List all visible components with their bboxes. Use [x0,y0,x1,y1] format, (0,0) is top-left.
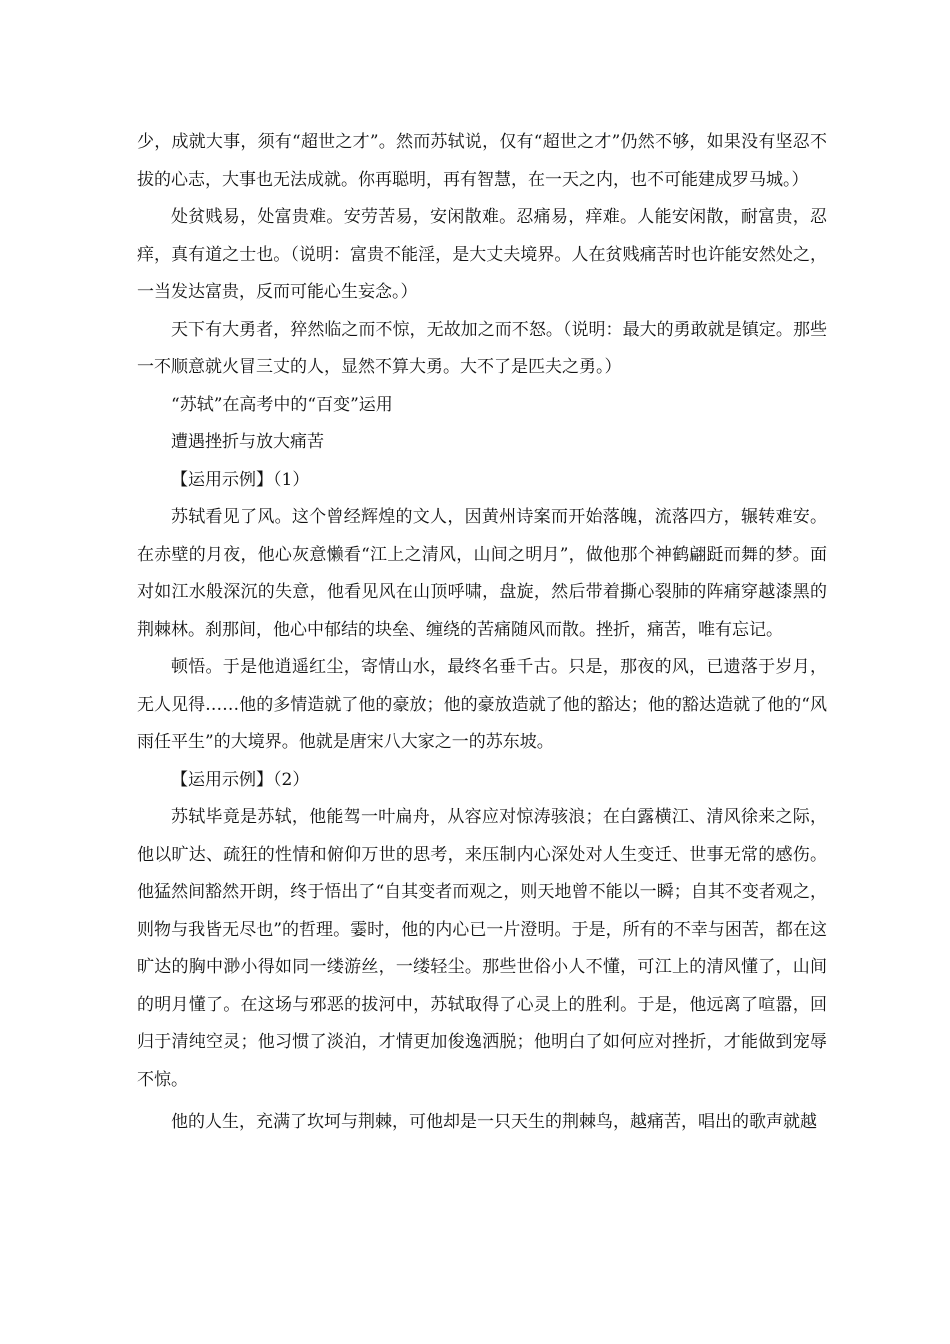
document-body [137,124,827,1142]
closing-paragraph: 他的人生，充满了坎坷与荆棘，可他却是一只天生的荆棘鸟，越痛苦，唱出的歌声就越 [171,1112,817,1132]
subsection-heading: 遭遇挫折与放大痛苦 [171,432,324,452]
example-2-paragraph: 苏轼毕竟是苏轼，他能驾一叶扁舟，从容应对惊涛骇浪；在白露横江、清风徐来之际，他以旷达、疏狂的性情和俯仰万世的思考，来压制内心深处对人生变迁、世事无常的感伤。他猛然间豁然开朗，终于悟出了“自其变者而观之，则天地曾不能以一瞬；自其不变者观之，则物与我皆无尽也”的哲理。霎时，他的内心已一片澄明。于是，所有的不幸与困苦，都在这旷达的胸中渺小得如同一缕游丝，一缕轻尘。那些世俗小人不懂，可江上的清风懂了，山间的明月懂了。在这场与邪恶的拔河中，苏轼取得了心灵上的胜利。于是，他远离了喧嚣，回归于清纯空灵；他习惯了淡泊，才情更加俊逸洒脱；他明白了如何应对挫折，才能做到宠辱不惊。 [137,807,827,1090]
paragraph-continuation: 少，成就大事，须有“超世之才”。然而苏轼说，仅有“超世之才”仍然不够，如果没有坚忍不拔的心志，大事也无法成就。你再聪明，再有智慧，在一天之内，也不可能建成罗马城。） [137,132,827,190]
section-heading: “苏轼”在高考中的“百变”运用 [171,394,393,415]
paragraph-quote-great-courage: 天下有大勇者，猝然临之而不惊，无故加之而不怒。（说明：最大的勇敢就是镇定。那些一不顺意就火冒三丈的人，显然不算大勇。大不了是匹夫之勇。） [137,319,827,377]
example-label-1: 【运用示例】（1） [171,469,310,490]
example-label-2: 【运用示例】（2） [171,769,310,790]
example-1-paragraph: 苏轼看见了风。这个曾经辉煌的文人，因黄州诗案而开始落魄，流落四方，辗转难安。在赤壁的月夜，他心灰意懒看“江上之清风，山间之明月”，做他那个神鹤翩跹而舞的梦。面对如江水般深沉的失意，他看见风在山顶呼啸，盘旋，然后带着撕心裂肺的阵痛穿越漆黑的荆棘林。刹那间，他心中郁结的块垒、缠绕的苦痛随风而散。挫折，痛苦，唯有忘记。 [137,507,827,640]
example-1-paragraph-continued: 顿悟。于是他逍遥红尘，寄情山水，最终名垂千古。只是，那夜的风，已遗落于岁月，无人见得……他的多情造就了他的豪放；他的豪放造就了他的豁达；他的豁达造就了他的“风雨任平生”的大境界。他就是唐宋八大家之一的苏东坡。 [137,657,827,752]
paragraph-quote-poverty-wealth: 处贫贱易，处富贵难。安劳苦易，安闲散难。忍痛易，痒难。人能安闲散，耐富贵，忍痒，真有道之士也。（说明：富贵不能淫，是大丈夫境界。人在贫贱痛苦时也许能安然处之，一当发达富贵，反而可能心生妄念。） [137,207,827,302]
